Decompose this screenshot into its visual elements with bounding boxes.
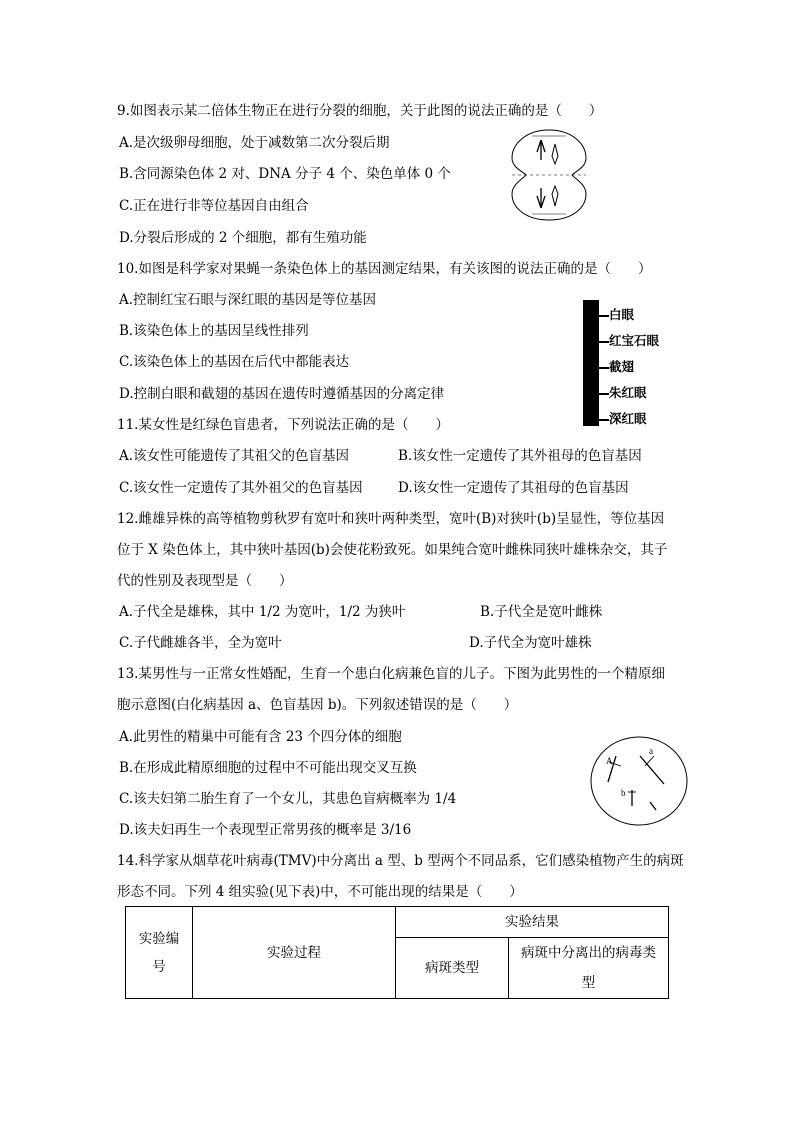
table-header-spot-type: 病斑类型 xyxy=(396,938,509,999)
q14-experiment-table xyxy=(125,906,669,999)
allele-label-a: a xyxy=(649,746,653,756)
allele-label-A: A xyxy=(606,756,613,766)
q13-stem-line2: 胞示意图(白化病基因 a、色盲基因 b)。下列叙述错误的是（ ） xyxy=(117,697,518,713)
q11-option-b: B.该女性一定遗传了其外祖母的色盲基因 xyxy=(398,448,642,464)
q12-stem-line2: 位于 X 染色体上，其中狭叶基因(b)会使花粉致死。如果纯合宽叶雌株同狭叶雄株杂交，其子 xyxy=(117,542,668,558)
q12-stem-line3: 代的性别及表现型是（ ） xyxy=(117,573,293,589)
q9-option-a: A.是次级卵母细胞，处于减数第二次分裂后期 xyxy=(119,135,390,151)
q14-stem-line1: 14.科学家从烟草花叶病毒(TMV)中分离出 a 型、b 型两个不同品系，它们感染植物产生的病斑 xyxy=(117,853,684,869)
gene-label-dark-red-eye: 深红眼 xyxy=(599,406,659,432)
q13-option-d: D.该夫妇再生一个表现型正常男孩的概率是 3/16 xyxy=(119,822,412,838)
q12-option-a: A.子代全是雄株，其中 1/2 为宽叶，1/2 为狭叶 xyxy=(119,604,406,620)
q9-stem: 9.如图表示某二倍体生物正在进行分裂的细胞，关于此图的说法正确的是（ ） xyxy=(117,103,603,119)
q10-stem: 10.如图是科学家对果蝇一条染色体上的基因测定结果，有关该图的说法正确的是（ ） xyxy=(117,261,652,277)
table-header-id: 实验编 号 xyxy=(126,907,193,999)
q10-option-d: D.控制白眼和截翅的基因在遗传时遵循基因的分离定律 xyxy=(119,386,445,402)
q13-stem-line1: 13.某男性与一正常女性婚配，生育一个患白化病兼色盲的儿子。下图为此男性的一个精原细 xyxy=(117,666,665,682)
q13-spermatogonium-figure xyxy=(588,734,690,828)
q12-stem-line1: 12.雌雄异株的高等植物剪秋罗有宽叶和狭叶两种类型，宽叶(B)对狭叶(b)呈显性，等位基因 xyxy=(117,511,665,527)
q13-option-c: C.该夫妇第二胎生育了一个女儿，其患色盲病概率为 1/4 xyxy=(119,791,457,807)
table-header-virus-type: 病斑中分离出的病毒类 型 xyxy=(509,938,669,999)
gene-label-cut-wing: 截翅 xyxy=(599,354,659,380)
q12-option-b: B.子代全是宽叶雌株 xyxy=(480,604,603,620)
q10-chromosome-bar xyxy=(583,300,599,426)
q11-stem: 11.某女性是红绿色盲患者，下列说法正确的是（ ） xyxy=(117,417,449,433)
q9-cell-division-figure xyxy=(508,126,590,224)
q12-option-d: D.子代全为宽叶雄株 xyxy=(469,635,592,651)
gene-label-ruby-eye: 红宝石眼 xyxy=(599,328,659,354)
q9-option-c: C.正在进行非等位基因自由组合 xyxy=(119,198,309,214)
q11-option-c: C.该女性一定遗传了其外祖父的色盲基因 xyxy=(119,480,363,496)
q14-stem-line2: 形态不同。下列 4 组实验(见下表)中，不可能出现的结果是（ ） xyxy=(117,884,523,900)
gene-label-white-eye: 白眼 xyxy=(599,302,659,328)
q9-option-b: B.含同源染色体 2 对、DNA 分子 4 个、染色单体 0 个 xyxy=(119,166,451,182)
q13-option-b: B.在形成此精原细胞的过程中不可能出现交叉互换 xyxy=(119,760,417,776)
q9-option-d: D.分裂后形成的 2 个细胞，都有生殖功能 xyxy=(119,230,367,246)
table-header-result: 实验结果 xyxy=(396,907,669,938)
allele-label-b: b xyxy=(621,788,626,798)
q10-option-a: A.控制红宝石眼与深红眼的基因是等位基因 xyxy=(119,292,377,308)
q11-option-d: D.该女性一定遗传了其祖母的色盲基因 xyxy=(398,480,629,496)
q11-option-a: A.该女性可能遗传了其祖父的色盲基因 xyxy=(119,448,350,464)
q10-gene-labels xyxy=(599,302,659,432)
q10-option-c: C.该染色体上的基因在后代中都能表达 xyxy=(119,354,350,370)
q12-option-c: C.子代雌雄各半，全为宽叶 xyxy=(119,635,282,651)
q13-option-a: A.此男性的精巢中可能有含 23 个四分体的细胞 xyxy=(119,729,402,745)
table-header-process: 实验过程 xyxy=(193,907,396,999)
gene-label-vermilion-eye: 朱红眼 xyxy=(599,380,659,406)
q10-option-b: B.该染色体上的基因呈线性排列 xyxy=(119,323,309,339)
